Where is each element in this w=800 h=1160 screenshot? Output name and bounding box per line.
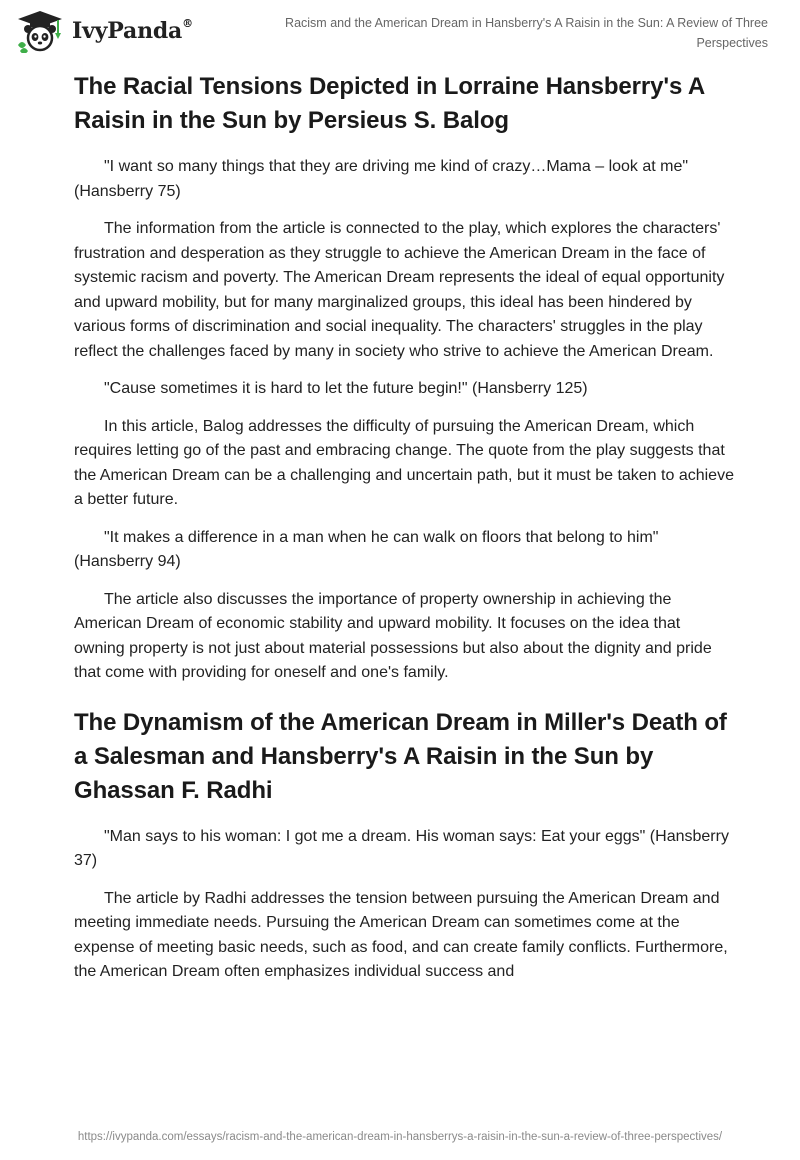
body-paragraph: The information from the article is connected to the play, which explores the characters' frustration and desperation as they struggle to achieve the American Dream in the face of systemic racism and poverty. The American Dream represents the ideal of equal opportunity and upward mobility, but for many marginalized groups, this ideal has been hindered by various forms of discrimination and social inequality. The characters' struggles in the play reflect the challenges faced by many in society who strive to achieve the American Dream.: [74, 220, 725, 360]
quote-paragraph: "Cause sometimes it is hard to let the future begin!" (Hansberry 125): [104, 380, 588, 397]
article-body: [74, 70, 734, 998]
quote-paragraph: "I want so many things that they are driving me kind of crazy…Mama – look at me" (Hansberry 75): [74, 158, 689, 200]
body-paragraph: The article by Radhi addresses the tension between pursuing the American Dream and meeting immediate needs. Pursuing the American Dream can sometimes come at the expense of meeting basic needs, such as food, and can create family conflicts. Furthermore, the American Dream often emphasizes individual success and: [74, 889, 728, 980]
body-paragraph: The article also discusses the importance of property ownership in achieving the American Dream of economic stability and upward mobility. It focuses on the idea that owning property is not just about material possessions but also about the dignity and pride that come with providing for oneself and one's family.: [74, 590, 712, 681]
page-header: [0, 0, 800, 62]
source-url[interactable]: https://ivypanda.com/essays/racism-and-the-american-dream-in-hansberrys-a-raisin-in-the-sun-a-review-of-three-perspectives/: [77, 1131, 723, 1143]
brand-name: IvyPanda®: [72, 16, 193, 44]
quote-paragraph: "It makes a difference in a man when he can walk on floors that belong to him" (Hansberry 94): [74, 528, 659, 570]
panda-graduate-icon: [14, 9, 66, 53]
section-heading: The Racial Tensions Depicted in Lorraine Hansberry's A Raisin in the Sun by Persieus S. Balog: [74, 73, 705, 134]
quote-paragraph: "Man says to his woman: I got me a dream. His woman says: Eat your eggs" (Hansberry 37): [74, 827, 729, 869]
body-paragraph: In this article, Balog addresses the difficulty of pursuing the American Dream, which requires letting go of the past and embracing change. The quote from the play suggests that the American Dream can be a challenging and uncertain path, but it must be taken to achieve a better future.: [74, 417, 734, 508]
ivypanda-logo[interactable]: [14, 9, 193, 53]
document-title: Racism and the American Dream in Hansberry's A Raisin in the Sun: A Review of Three Perspectives: [285, 16, 768, 50]
section-heading: The Dynamism of the American Dream in Miller's Death of a Salesman and Hansberry's A Raisin in the Sun by Ghassan F. Radhi: [74, 708, 727, 804]
